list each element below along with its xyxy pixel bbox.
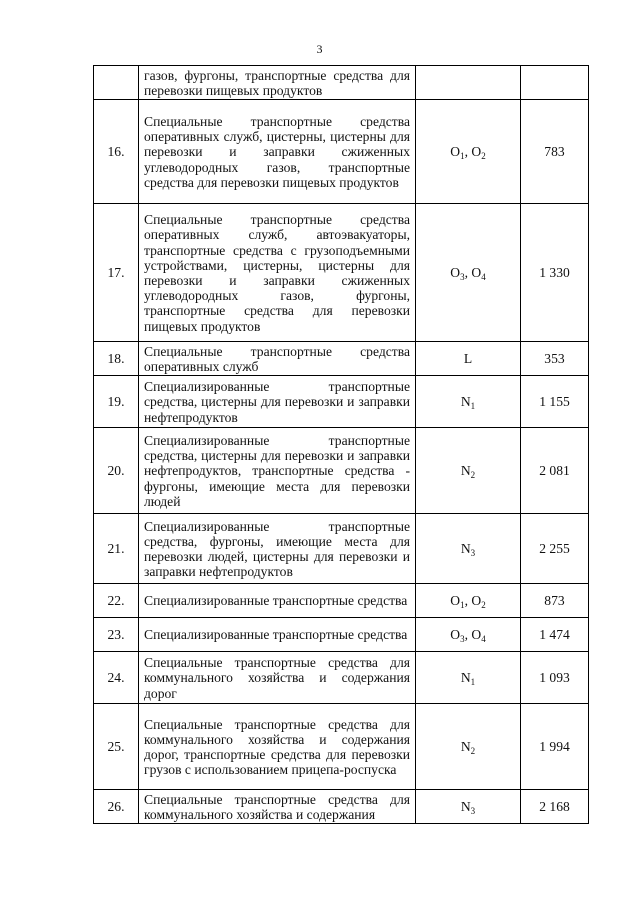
row-number-cell: 20.	[94, 428, 139, 514]
fee-value-cell	[521, 66, 589, 100]
table-row	[94, 100, 589, 204]
fee-value-cell: 1 093	[521, 652, 589, 704]
vehicle-description-cell: Специальные транспортные средства оперативных служб	[139, 342, 416, 376]
category-code: $N_2$	[460, 463, 476, 481]
vehicle-description-cell: Специальные транспортные средства для коммунального хозяйства и содержания	[139, 790, 416, 824]
row-number-cell: 26.	[94, 790, 139, 824]
table-row	[94, 428, 589, 514]
vehicle-category-cell	[416, 652, 521, 704]
fee-value-cell: 873	[521, 584, 589, 618]
fee-value-cell: 1 155	[521, 376, 589, 428]
vehicle-category-cell: $O_3$, $O_4$	[416, 618, 521, 652]
vehicle-category-cell	[416, 342, 521, 376]
vehicle-category-cell: $O_1$, $O_2$	[416, 584, 521, 618]
table-row	[94, 514, 589, 584]
category-code: $O_4$	[471, 265, 486, 283]
vehicle-category-cell: $O_3$, $O_4$	[416, 204, 521, 342]
row-number-cell: 23.	[94, 618, 139, 652]
row-number-cell: 24.	[94, 652, 139, 704]
row-number-cell: 19.	[94, 376, 139, 428]
table-row	[94, 704, 589, 790]
table-body	[94, 66, 589, 824]
table-row	[94, 584, 589, 618]
fee-value-cell: 2 255	[521, 514, 589, 584]
category-code: $O_2$	[471, 593, 486, 611]
table-row	[94, 790, 589, 824]
category-code: $O_1$	[450, 144, 465, 162]
category-code: $N_2$	[460, 739, 476, 757]
category-code: $O_3$	[450, 627, 465, 645]
row-number-cell: 21.	[94, 514, 139, 584]
vehicle-category-cell	[416, 66, 521, 100]
category-code: $O_2$	[471, 144, 486, 162]
transport-fee-table	[93, 65, 589, 824]
row-number-cell: 25.	[94, 704, 139, 790]
row-number-cell: 17.	[94, 204, 139, 342]
table-row	[94, 652, 589, 704]
fee-value-cell: 2 081	[521, 428, 589, 514]
category-code: $N_3$	[460, 799, 476, 817]
vehicle-category-cell: $O_1$, $O_2$	[416, 100, 521, 204]
table-row	[94, 204, 589, 342]
vehicle-category-cell	[416, 428, 521, 514]
category-code: $O_4$	[471, 627, 486, 645]
vehicle-category-cell	[416, 704, 521, 790]
fee-value-cell: 1 330	[521, 204, 589, 342]
vehicle-description-cell: Специализированные транспортные средства	[139, 584, 416, 618]
category-code: $O_1$	[450, 593, 465, 611]
fee-value-cell: 2 168	[521, 790, 589, 824]
fee-value-cell: 1 474	[521, 618, 589, 652]
category-code: $N_3$	[460, 541, 476, 559]
vehicle-description-cell: Специальные транспортные средства оперативных служб, цистерны, цистерны для перевозки и заправки сжиженных углеводородных газов, транспортные средства для перевозки пищевых продуктов	[139, 100, 416, 204]
table-row	[94, 376, 589, 428]
row-number-cell: 18.	[94, 342, 139, 376]
table-row	[94, 66, 589, 100]
row-number-cell: 22.	[94, 584, 139, 618]
row-number-cell	[94, 66, 139, 100]
vehicle-category-cell	[416, 514, 521, 584]
vehicle-description-cell: Специализированные транспортные средства, цистерны для перевозки и заправки нефтепродуктов	[139, 376, 416, 428]
table-row	[94, 618, 589, 652]
vehicle-description-cell: Специальные транспортные средства оперативных служб, автоэвакуаторы, транспортные средства с грузоподъемными устройствами, цистерны, цистерны для перевозки и заправки сжиженных углеводородных газов, фургоны, транспортные средства для перевозки пищевых продуктов	[139, 204, 416, 342]
category-code: $N_1$	[460, 670, 476, 688]
vehicle-description-cell: Специализированные транспортные средства, фургоны, имеющие места для перевозки людей, цистерны для перевозки и заправки нефтепродуктов	[139, 514, 416, 584]
fee-value-cell: 783	[521, 100, 589, 204]
vehicle-category-cell	[416, 790, 521, 824]
vehicle-description-cell: Специальные транспортные средства для коммунального хозяйства и содержания дорог	[139, 652, 416, 704]
vehicle-description-cell: газов, фургоны, транспортные средства для перевозки пищевых продуктов	[139, 66, 416, 100]
category-code: L	[463, 351, 473, 367]
page-number: 3	[316, 42, 323, 56]
fee-value-cell: 353	[521, 342, 589, 376]
table-row	[94, 342, 589, 376]
category-code: $N_1$	[460, 394, 476, 412]
vehicle-category-cell	[416, 376, 521, 428]
fee-value-cell: 1 994	[521, 704, 589, 790]
row-number-cell: 16.	[94, 100, 139, 204]
vehicle-description-cell: Специализированные транспортные средства, цистерны для перевозки и заправки нефтепродуктов, транспортные средства - фургоны, имеющие места для перевозки людей	[139, 428, 416, 514]
vehicle-description-cell: Специализированные транспортные средства	[139, 618, 416, 652]
vehicle-description-cell: Специальные транспортные средства для коммунального хозяйства и содержания дорог, транспортные средства для перевозки грузов с использованием прицепа-роспуска	[139, 704, 416, 790]
category-code: $O_3$	[450, 265, 465, 283]
